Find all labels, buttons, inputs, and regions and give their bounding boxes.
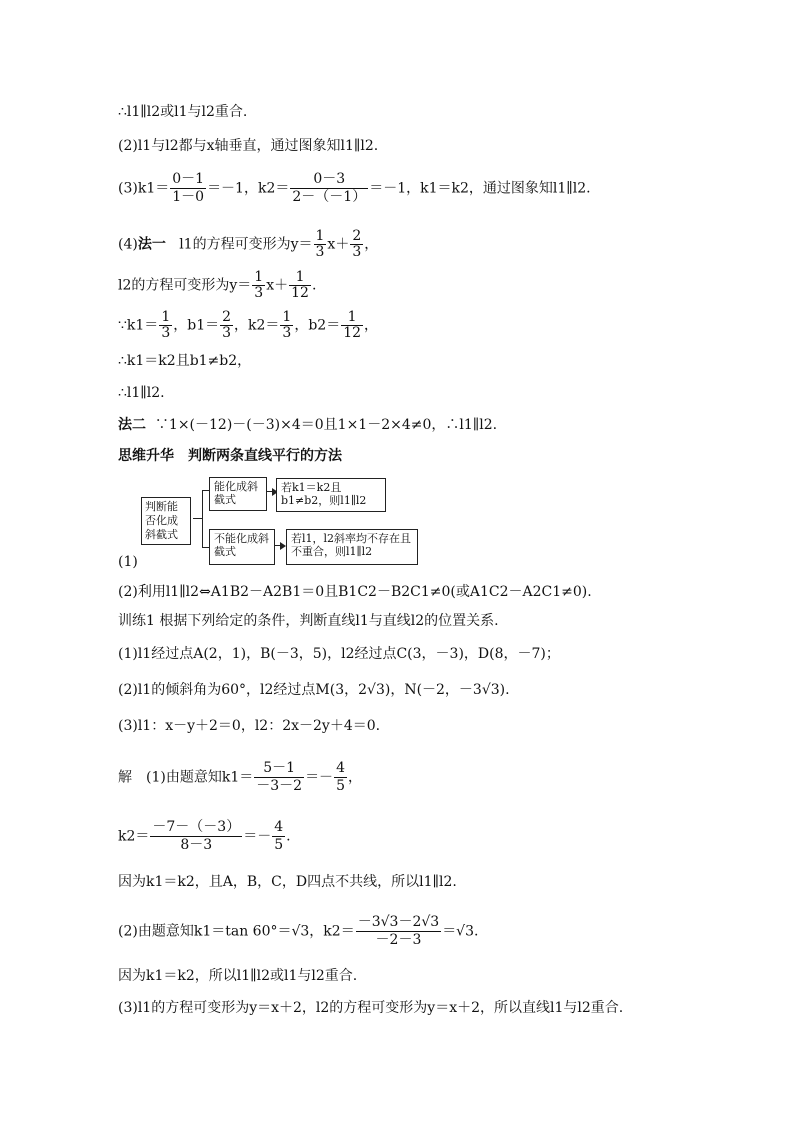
eq-text: ＝－1，k2＝	[207, 180, 290, 197]
fraction	[334, 760, 347, 795]
fraction	[280, 310, 293, 341]
eq-text: ＝－	[305, 769, 334, 786]
method-label: 法一	[137, 236, 166, 253]
eq-text: .	[311, 277, 317, 294]
denominator: 3	[315, 244, 325, 260]
eq-text: k2＝	[118, 828, 150, 845]
denominator: 3	[352, 244, 362, 260]
equation-line	[118, 270, 316, 301]
numerator: 1	[282, 309, 292, 325]
eq-text: ＝－	[243, 828, 272, 845]
flowchart-yes-result-box: 若k1＝k2且b1≠b2，则l1∥l2	[276, 478, 386, 512]
eq-text: 解 (1)由题意知k1＝	[118, 769, 254, 786]
numerator: 1	[341, 310, 363, 326]
fraction	[314, 229, 327, 260]
fraction	[150, 819, 242, 854]
numerator: 4	[274, 819, 284, 835]
numerator: 5－1	[254, 760, 304, 778]
text-line: ∴l1∥l2.	[118, 385, 165, 401]
equation-line	[118, 310, 378, 341]
flowchart-root-box: 判断能否化成斜截式	[141, 497, 191, 545]
eq-text: x＋	[327, 236, 350, 253]
equation-line-slopes	[118, 171, 591, 206]
fraction	[272, 819, 285, 854]
numerator: 2	[222, 309, 232, 325]
equation-line	[118, 819, 291, 854]
eq-text: ，	[364, 236, 379, 253]
eq-text: ，	[347, 769, 362, 786]
eq-text: ∵k1＝	[118, 317, 159, 334]
eq-text: x＋	[266, 277, 289, 294]
connector-line	[202, 490, 209, 491]
text-line: (1)l1经过点A(2，1)，B(－3，5)，l2经过点C(3，－3)，D(8，－7)；	[118, 646, 560, 662]
text-line: (3)l1：x－y＋2＝0，l2：2x－2y＋4＝0.	[118, 718, 381, 734]
eq-text: l1的方程可变形为y＝	[179, 236, 313, 253]
denominator: 3	[254, 285, 264, 301]
eq-text: (3)k1＝	[118, 180, 170, 197]
text-line: (2)利用l1∥l2⇔A1B2－A2B1＝0且B1C2－B2C1≠0(或A1C2－A2C1≠0).	[118, 584, 592, 600]
eq-text: ，	[364, 317, 379, 334]
denominator: 3	[282, 325, 292, 341]
method-one-line	[118, 229, 378, 260]
denominator: －2－3	[375, 932, 422, 948]
flowchart-no-box: 不能化成斜截式	[209, 529, 275, 565]
denominator: 12	[343, 325, 362, 341]
denominator: 1－0	[172, 189, 205, 205]
numerator: －3√3－2√3	[357, 914, 440, 930]
fraction	[289, 270, 311, 301]
numerator: 1	[254, 269, 264, 285]
eq-text: l2的方程可变形为y＝	[118, 277, 252, 294]
fraction	[350, 229, 363, 260]
fraction	[290, 171, 368, 206]
text-line: ∴l1∥l2或l1与l2重合.	[118, 104, 248, 120]
eq-text: (4)	[118, 236, 138, 253]
eq-text: ＝√3.	[442, 923, 479, 940]
connector-line	[202, 547, 209, 548]
solution-line	[118, 760, 362, 795]
numerator: 0－1	[172, 171, 205, 187]
denominator: 3	[161, 325, 171, 341]
fraction	[252, 270, 265, 301]
eq-text: (2)由题意知k1＝tan 60°＝√3，k2＝	[118, 923, 355, 940]
equation-line	[118, 914, 478, 949]
eq-text: .	[286, 828, 291, 845]
numerator: 4	[336, 760, 345, 776]
denominator: 12	[291, 285, 309, 301]
eq-text: ，k2＝	[234, 317, 280, 334]
numerator: 1	[161, 309, 171, 325]
denominator: 5	[274, 837, 284, 853]
fraction	[356, 914, 441, 949]
method-two-line	[118, 416, 497, 434]
flowchart-no-result-box: 若l1，l2斜率均不存在且不重合，则l1∥l2	[286, 529, 418, 565]
fraction	[170, 171, 206, 206]
connector-line	[202, 490, 203, 547]
denominator: 3	[222, 325, 232, 341]
denominator: 5	[336, 778, 345, 794]
connector-line	[193, 518, 202, 519]
eq-text: ＝－1，k1＝k2，通过图象知l1∥l2.	[369, 180, 591, 197]
eq-text: ∵1×(－12)－(－3)×4＝0且1×1－2×4≠0，∴l1∥l2.	[154, 417, 498, 433]
denominator: －3－2	[256, 778, 303, 794]
fraction	[220, 310, 233, 341]
text-line: (3)l1的方程可变形为y＝x＋2，l2的方程可变形为y＝x＋2，所以直线l1与l2重合.	[118, 1000, 624, 1016]
numerator: 1	[315, 228, 325, 244]
method-label: 法二	[118, 417, 146, 433]
fraction	[159, 310, 172, 341]
numerator: 0－3	[290, 171, 368, 189]
fraction	[341, 310, 363, 341]
text-line: 因为k1＝k2，且A，B，C，D四点不共线，所以l1∥l2.	[118, 874, 457, 890]
text-line: (2)l1与l2都与x轴垂直，通过图象知l1∥l2.	[118, 138, 379, 154]
text-line: (1)	[118, 554, 138, 570]
numerator: 2	[352, 228, 362, 244]
denominator: 8－3	[180, 837, 213, 853]
text-line: ∴k1＝k2且b1≠b2，	[118, 353, 252, 369]
denominator: 2－（－1）	[292, 189, 367, 205]
flowchart-yes-box: 能化成斜截式	[209, 477, 267, 511]
fraction	[254, 760, 304, 795]
text-line: 因为k1＝k2，所以l1∥l2或l1与l2重合.	[118, 968, 358, 984]
exercise-title: 训练1 根据下列给定的条件，判断直线l1与直线l2的位置关系.	[118, 613, 499, 629]
numerator: －7－（－3）	[152, 819, 241, 835]
eq-text: ，b2＝	[294, 317, 341, 334]
eq-text: ，b1＝	[173, 317, 220, 334]
text-line: (2)l1的倾斜角为60°，l2经过点M(3，2√3)，N(－2，－3√3).	[118, 682, 510, 698]
section-heading: 思维升华 判断两条直线平行的方法	[118, 448, 342, 464]
numerator: 1	[289, 270, 311, 286]
